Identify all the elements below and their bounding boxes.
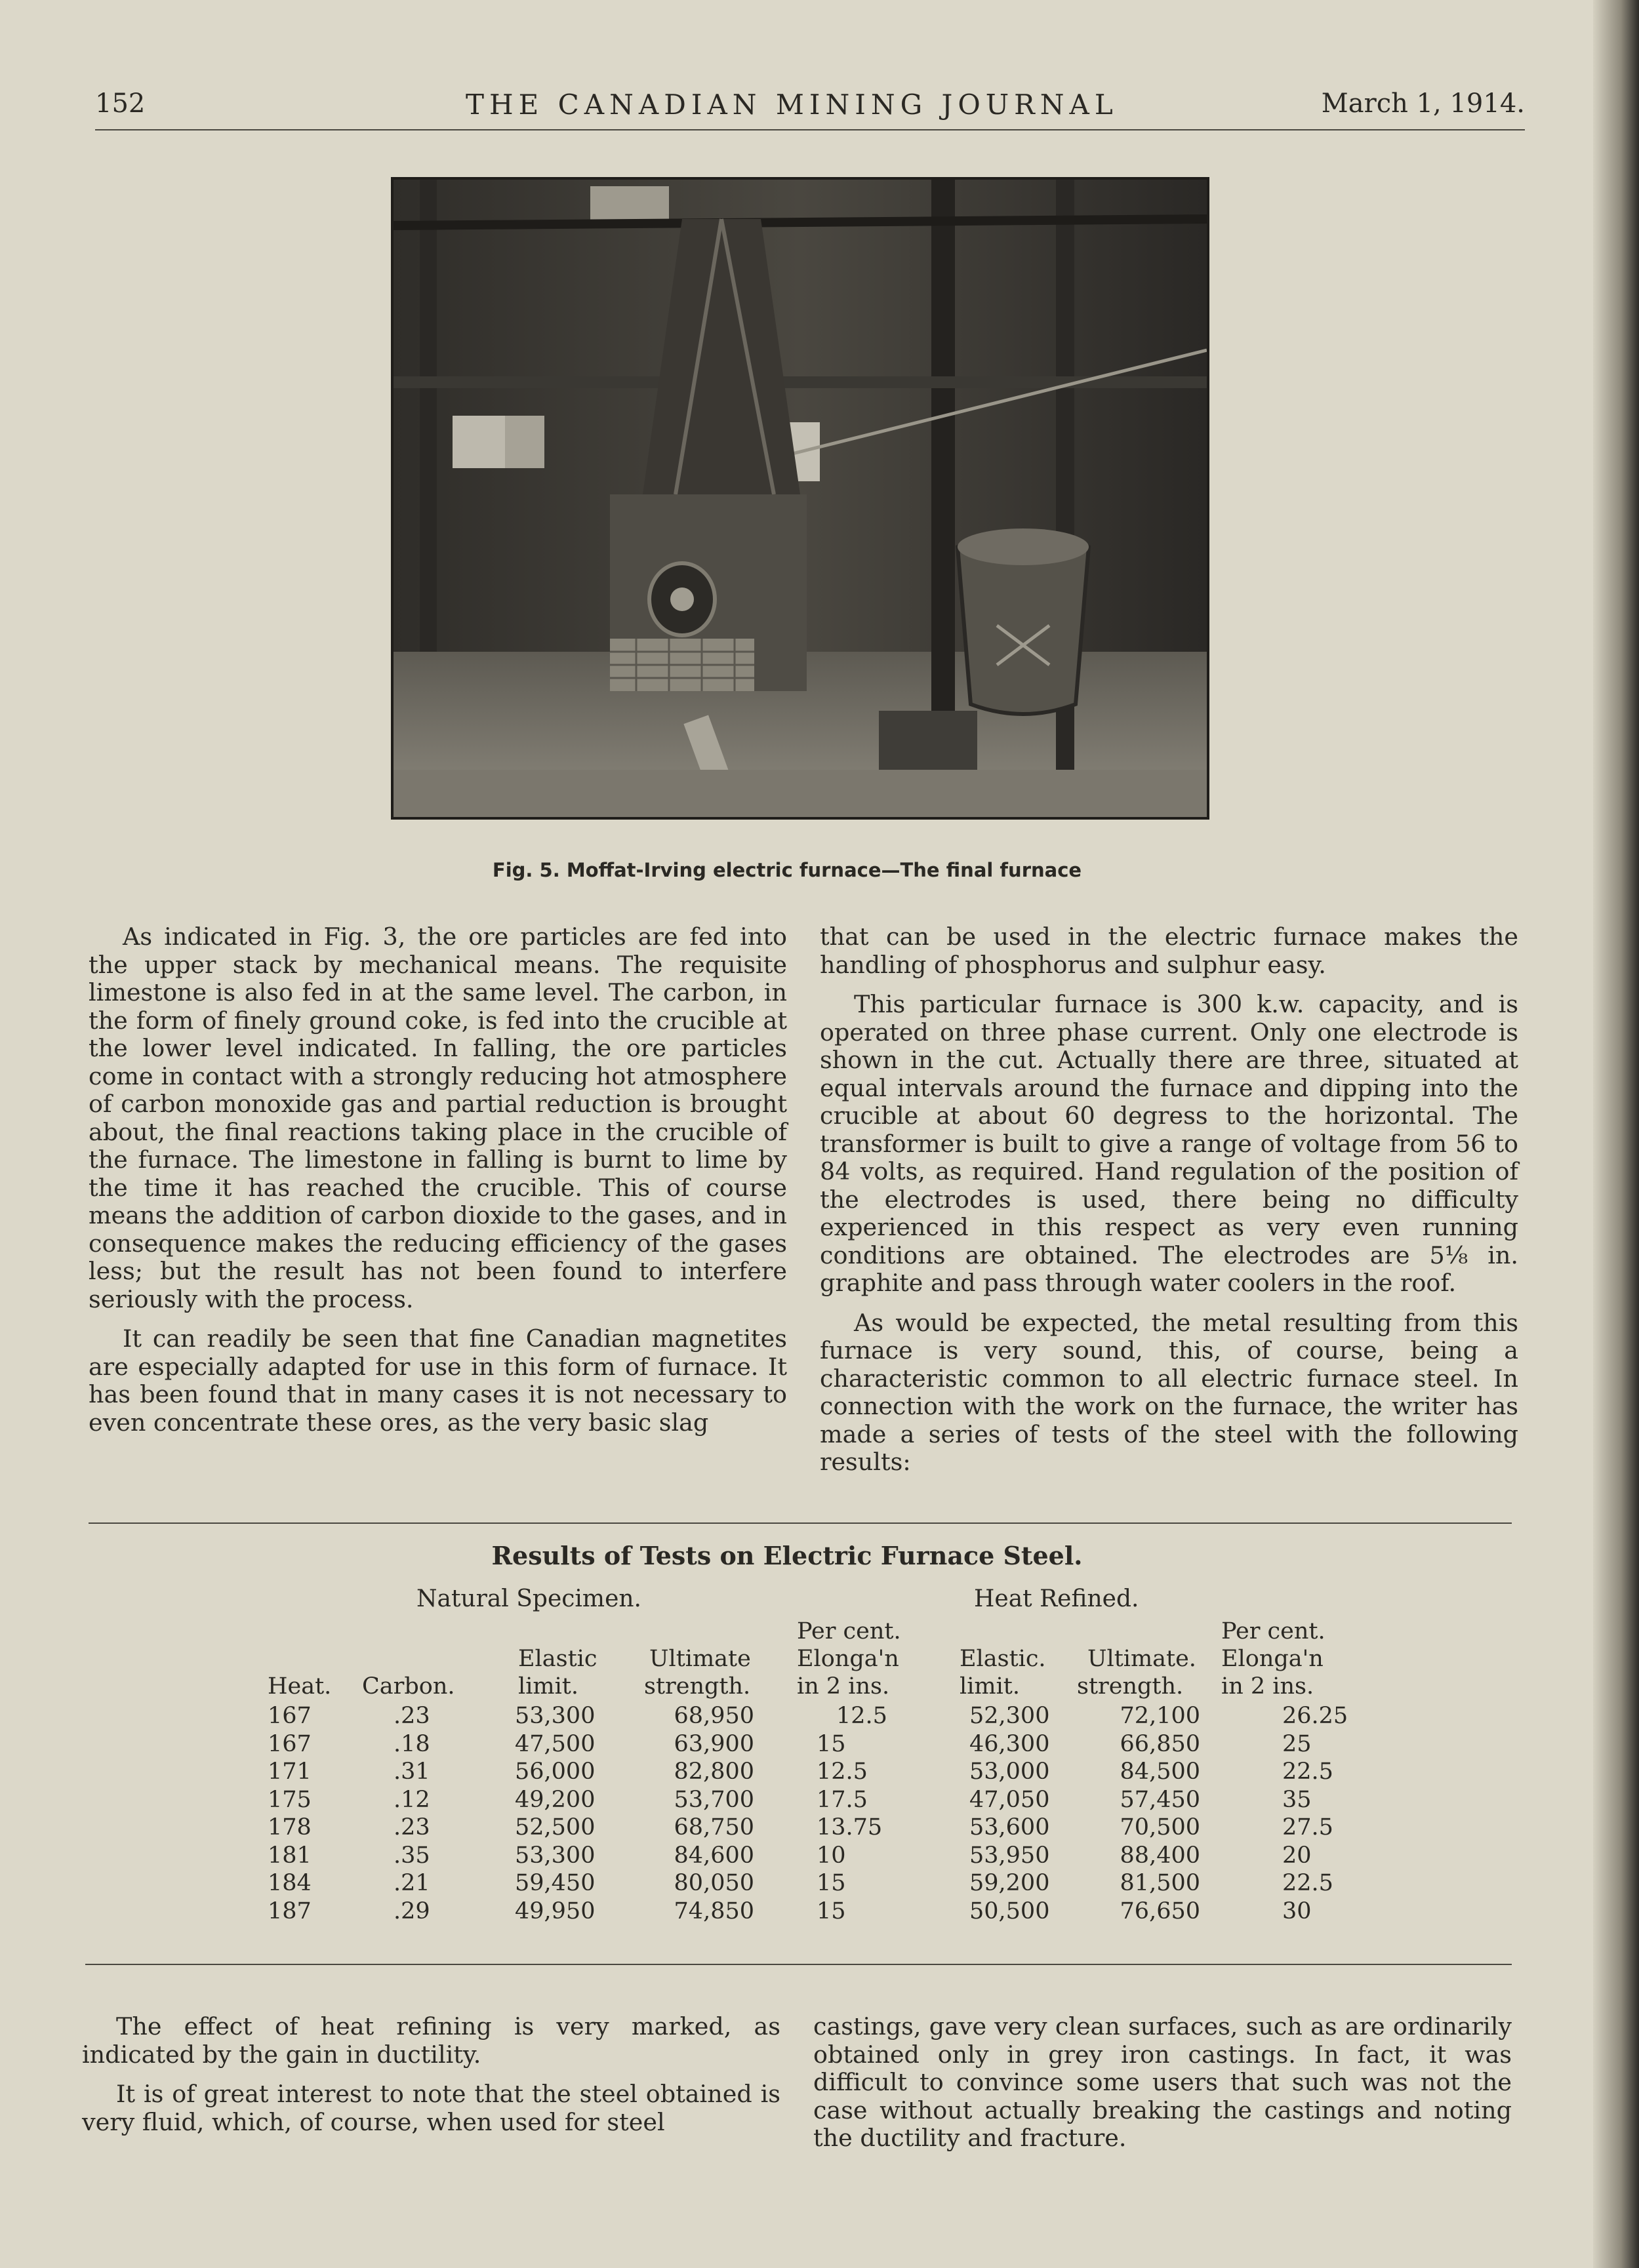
header-r-ultimate-2: strength. bbox=[1077, 1673, 1184, 1700]
header-elastic-2: limit. bbox=[518, 1673, 578, 1700]
header-r-elastic-1: Elastic. bbox=[960, 1646, 1046, 1672]
section-rule-top bbox=[89, 1522, 1512, 1524]
paragraph: The effect of heat refining is very marked, as indicated by the gain in ductility. bbox=[82, 2012, 780, 2069]
page-edge-shadow bbox=[1593, 0, 1639, 2268]
cell-heat: 167 bbox=[268, 1703, 312, 1729]
header-ultimate-1: Ultimate bbox=[649, 1646, 751, 1672]
cell-refined-elastic: 59,200 bbox=[969, 1870, 1050, 1896]
furnace-photograph bbox=[391, 177, 1209, 820]
paragraph: This particular furnace is 300 k.w. capacity, and is operated on three phase current. Only one electrode is shown in the cut. Actually there are three, situated at equal intervals around the furnace and dipping into the crucible at about 60 degress to the horizontal. The transformer is built to give a range of voltage from 56 to 84 volts, as required. Hand regulation of the position of the electrodes is used, there being no difficulty experienced in this respect as very even running conditions are obtained. The electrodes are 5⅛ in. graphite and pass through water coolers in the roof. bbox=[820, 990, 1518, 1297]
issue-date: March 1, 1914. bbox=[1321, 89, 1525, 119]
header-heat: Heat. bbox=[268, 1673, 332, 1700]
cell-elongation: 15 bbox=[817, 1870, 846, 1896]
header-rule bbox=[95, 129, 1525, 130]
cell-refined-elongation: 20 bbox=[1282, 1842, 1312, 1869]
group-heat-refined: Heat Refined. bbox=[974, 1585, 1139, 1612]
cell-heat: 171 bbox=[268, 1759, 312, 1785]
cell-refined-elongation: 22.5 bbox=[1282, 1759, 1333, 1785]
group-natural-specimen: Natural Specimen. bbox=[416, 1585, 642, 1612]
cell-refined-elongation: 25 bbox=[1282, 1731, 1312, 1757]
cell-ultimate-strength: 74,850 bbox=[674, 1898, 754, 1924]
top-left-column bbox=[89, 923, 787, 1437]
cell-refined-elastic: 50,500 bbox=[969, 1898, 1050, 1924]
page-number: 152 bbox=[95, 89, 146, 119]
cell-refined-ultimate: 66,850 bbox=[1120, 1731, 1200, 1757]
header-r-ultimate-1: Ultimate. bbox=[1087, 1646, 1196, 1672]
cell-refined-elongation: 26.25 bbox=[1282, 1703, 1348, 1729]
cell-heat: 184 bbox=[268, 1870, 312, 1896]
cell-ultimate-strength: 68,950 bbox=[674, 1703, 754, 1729]
cell-carbon: .18 bbox=[394, 1731, 430, 1757]
cell-carbon: .23 bbox=[394, 1814, 430, 1840]
cell-elastic-limit: 49,200 bbox=[515, 1787, 596, 1813]
cell-ultimate-strength: 82,800 bbox=[674, 1759, 754, 1785]
cell-refined-elastic: 47,050 bbox=[969, 1787, 1050, 1813]
header-ultimate-2: strength. bbox=[644, 1673, 751, 1700]
cell-heat: 178 bbox=[268, 1814, 312, 1840]
paragraph: It is of great interest to note that the steel obtained is very fluid, which, of course, when used for steel bbox=[82, 2080, 780, 2136]
header-elastic-1: Elastic bbox=[518, 1646, 597, 1672]
cell-elongation: 10 bbox=[817, 1842, 846, 1869]
cell-heat: 181 bbox=[268, 1842, 312, 1869]
cell-elongation: 17.5 bbox=[817, 1787, 868, 1813]
cell-refined-ultimate: 57,450 bbox=[1120, 1787, 1200, 1813]
cell-refined-elongation: 35 bbox=[1282, 1787, 1312, 1813]
table-title: Results of Tests on Electric Furnace Steel. bbox=[491, 1541, 1083, 1570]
cell-heat: 167 bbox=[268, 1731, 312, 1757]
journal-title: THE CANADIAN MINING JOURNAL bbox=[466, 89, 1118, 121]
cell-ultimate-strength: 80,050 bbox=[674, 1870, 754, 1896]
header-r-elastic-2: limit. bbox=[960, 1673, 1020, 1700]
cell-refined-elastic: 53,600 bbox=[969, 1814, 1050, 1840]
cell-carbon: .29 bbox=[394, 1898, 430, 1924]
header-elong-1: Per cent. bbox=[797, 1618, 901, 1644]
cell-refined-ultimate: 76,650 bbox=[1120, 1898, 1200, 1924]
header-r-elong-1: Per cent. bbox=[1221, 1618, 1325, 1644]
cell-elongation: 12.5 bbox=[817, 1759, 868, 1785]
cell-refined-ultimate: 72,100 bbox=[1120, 1703, 1200, 1729]
cell-refined-ultimate: 84,500 bbox=[1120, 1759, 1200, 1785]
top-right-column bbox=[820, 923, 1518, 1477]
cell-refined-elastic: 53,000 bbox=[969, 1759, 1050, 1785]
section-rule-bottom bbox=[85, 1964, 1512, 1965]
cell-elongation: 15 bbox=[817, 1731, 846, 1757]
paragraph: castings, gave very clean surfaces, such as are ordinarily obtained only in grey iron castings. In fact, it was difficult to convince some users that such was not the case without actually breaking the castings and noting the ductility and fracture. bbox=[813, 2012, 1512, 2152]
cell-refined-ultimate: 70,500 bbox=[1120, 1814, 1200, 1840]
cell-ultimate-strength: 53,700 bbox=[674, 1787, 754, 1813]
cell-elongation: 13.75 bbox=[817, 1814, 883, 1840]
cell-elastic-limit: 56,000 bbox=[515, 1759, 596, 1785]
cell-heat: 175 bbox=[268, 1787, 312, 1813]
cell-carbon: .31 bbox=[394, 1759, 430, 1785]
furnace-photo-illustration bbox=[394, 180, 1207, 817]
bottom-right-column bbox=[813, 2013, 1512, 2153]
cell-refined-ultimate: 81,500 bbox=[1120, 1870, 1200, 1896]
cell-elongation: 12.5 bbox=[836, 1703, 887, 1729]
paragraph: As would be expected, the metal resulting from this furnace is very sound, this, of course, being a characteristic common to all electric furnace steel. In connection with the work on the furnace, the writer has made a series of tests of the steel with the following results: bbox=[820, 1308, 1518, 1476]
cell-ultimate-strength: 68,750 bbox=[674, 1814, 754, 1840]
header-carbon: Carbon. bbox=[362, 1673, 455, 1700]
header-elong-2: Elonga'n bbox=[797, 1646, 899, 1672]
cell-refined-elongation: 22.5 bbox=[1282, 1870, 1333, 1896]
cell-refined-elastic: 52,300 bbox=[969, 1703, 1050, 1729]
cell-carbon: .23 bbox=[394, 1703, 430, 1729]
cell-elastic-limit: 59,450 bbox=[515, 1870, 596, 1896]
cell-carbon: .21 bbox=[394, 1870, 430, 1896]
cell-refined-elongation: 27.5 bbox=[1282, 1814, 1333, 1840]
cell-carbon: .35 bbox=[394, 1842, 430, 1869]
header-r-elong-2: Elonga'n bbox=[1221, 1646, 1324, 1672]
cell-heat: 187 bbox=[268, 1898, 312, 1924]
paragraph: As indicated in Fig. 3, the ore particles are fed into the upper stack by mechanical means. The requisite limestone is also fed in at the same level. The carbon, in the form of finely ground coke, is fed into the crucible at the lower level indicated. In falling, the ore particles come in contact with a strongly reducing hot atmosphere of carbon monoxide gas and partial reduction is brought about, the final reactions taking place in the crucible of the furnace. The limestone in falling is burnt to lime by the time it has reached the crucible. This of course means the addition of carbon dioxide to the gases, and in consequence makes the reducing efficiency of the gases less; but the result has not been found to interfere seriously with the process. bbox=[89, 923, 787, 1313]
cell-refined-elastic: 53,950 bbox=[969, 1842, 1050, 1869]
cell-elastic-limit: 47,500 bbox=[515, 1731, 596, 1757]
header-elong-3: in 2 ins. bbox=[797, 1673, 890, 1700]
cell-refined-elastic: 46,300 bbox=[969, 1731, 1050, 1757]
paragraph: It can readily be seen that fine Canadian magnetites are especially adapted for use in this form of furnace. It has been found that in many cases it is not necessary to even concentrate these ores, as the very basic slag bbox=[89, 1324, 787, 1437]
figure-caption: Fig. 5. Moffat-Irving electric furnace—The final furnace bbox=[492, 859, 1082, 881]
paragraph: that can be used in the electric furnace makes the handling of phosphorus and sulphur easy. bbox=[820, 923, 1518, 979]
cell-ultimate-strength: 63,900 bbox=[674, 1731, 754, 1757]
header-r-elong-3: in 2 ins. bbox=[1221, 1673, 1314, 1700]
cell-carbon: .12 bbox=[394, 1787, 430, 1813]
cell-elongation: 15 bbox=[817, 1898, 846, 1924]
cell-elastic-limit: 53,300 bbox=[515, 1703, 596, 1729]
cell-ultimate-strength: 84,600 bbox=[674, 1842, 754, 1869]
cell-elastic-limit: 53,300 bbox=[515, 1842, 596, 1869]
page-header bbox=[95, 89, 1525, 128]
cell-refined-ultimate: 88,400 bbox=[1120, 1842, 1200, 1869]
cell-elastic-limit: 49,950 bbox=[515, 1898, 596, 1924]
cell-elastic-limit: 52,500 bbox=[515, 1814, 596, 1840]
bottom-left-column bbox=[82, 2013, 780, 2136]
cell-refined-elongation: 30 bbox=[1282, 1898, 1312, 1924]
